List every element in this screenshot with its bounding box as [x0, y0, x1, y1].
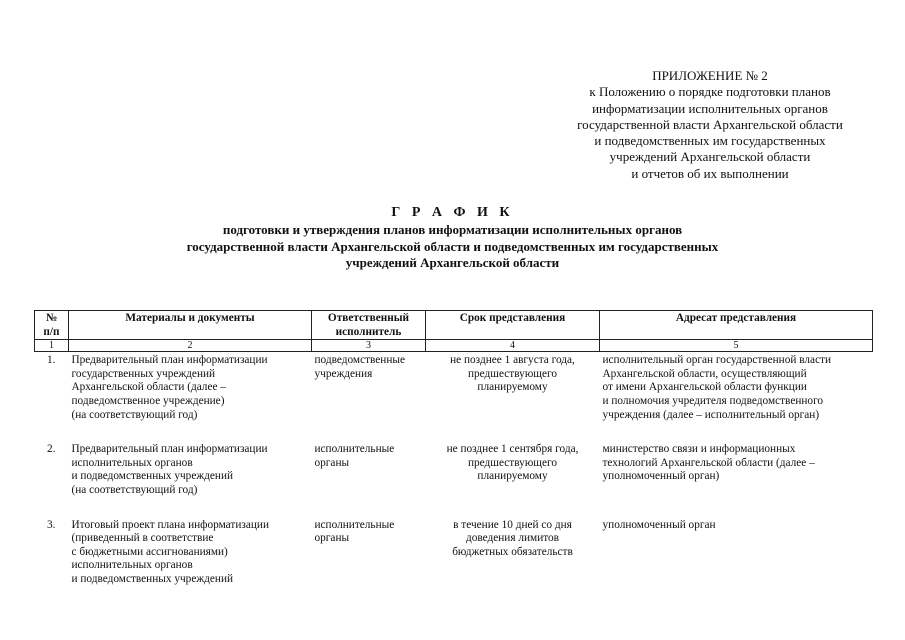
materials-cell: Предварительный план информатизации исполнительных органов и подведомственных учреждений (на соответствующий год) [71, 443, 268, 496]
table-header-row [35, 311, 873, 340]
title-line: подготовки и утверждения планов информатизации исполнительных органов [222, 222, 683, 237]
materials-cell: Итоговый проект плана информатизации (приведенный в соответствие с бюджетными ассигнованиями) исполнительных органов и подведомственных учреждений [71, 518, 269, 585]
appendix-line: учреждений Архангельской области [609, 149, 811, 165]
column-number: 4 [426, 340, 600, 352]
deadline-cell: не позднее 1 августа года, предшествующего планируемому [450, 354, 575, 394]
deadline-cell: в течение 10 дней со дня доведения лимитов бюджетных обязательств [452, 518, 573, 558]
column-number: 2 [69, 340, 312, 352]
addressee-cell: исполнительный орган государственной власти Архангельской области, осуществляющий от имени Архангельской области функции и полномочия учредителя подведомственного учреждения (далее – исполнительный орган) [602, 354, 832, 421]
appendix-line: и отчетов об их выполнении [631, 165, 789, 181]
table-row [35, 443, 873, 518]
appendix-line: и подведомственных им государственных [594, 133, 826, 149]
executor-cell: исполнительные органы [314, 443, 395, 469]
column-header-number: № п/п [35, 311, 69, 340]
addressee-cell: министерство связи и информационных технологий Архангельской области (далее – уполномоченный орган) [602, 443, 815, 483]
table-row [35, 352, 873, 443]
appendix-line: государственной власти Архангельской области [577, 116, 843, 132]
row-number: 2. [47, 443, 56, 456]
column-number-row [35, 340, 873, 352]
column-number: 3 [312, 340, 426, 352]
appendix-line: информатизации исполнительных органов [592, 100, 828, 116]
executor-cell: подведомственные учреждения [314, 354, 406, 380]
row-number: 3. [47, 518, 56, 531]
schedule-table [34, 310, 873, 608]
column-header-addressee: Адресат представления [600, 311, 873, 340]
row-number: 1. [47, 354, 56, 367]
column-header-executor: Ответственный исполнитель [312, 311, 426, 340]
appendix-header [540, 68, 880, 182]
title-heading: Г Р А Ф И К [391, 205, 514, 220]
title-line: государственной власти Архангельской области и подведомственных им государственных [186, 238, 719, 254]
column-number: 1 [35, 340, 69, 352]
column-number: 5 [600, 340, 873, 352]
column-header-materials: Материалы и документы [69, 311, 312, 340]
deadline-cell: не позднее 1 сентября года, предшествующего планируемому [446, 443, 579, 483]
title-line: учреждений Архангельской области [345, 255, 560, 270]
addressee-cell: уполномоченный орган [602, 518, 716, 531]
materials-cell: Предварительный план информатизации государственных учреждений Архангельской области (далее – подведомственное учреждение) (на соответствующий год) [71, 354, 268, 421]
table-row [35, 519, 873, 608]
appendix-line: ПРИЛОЖЕНИЕ № 2 [652, 68, 768, 83]
executor-cell: исполнительные органы [314, 518, 395, 545]
document-title [0, 204, 905, 272]
column-header-deadline: Срок представления [426, 311, 600, 340]
appendix-line: к Положению о порядке подготовки планов [589, 84, 831, 100]
